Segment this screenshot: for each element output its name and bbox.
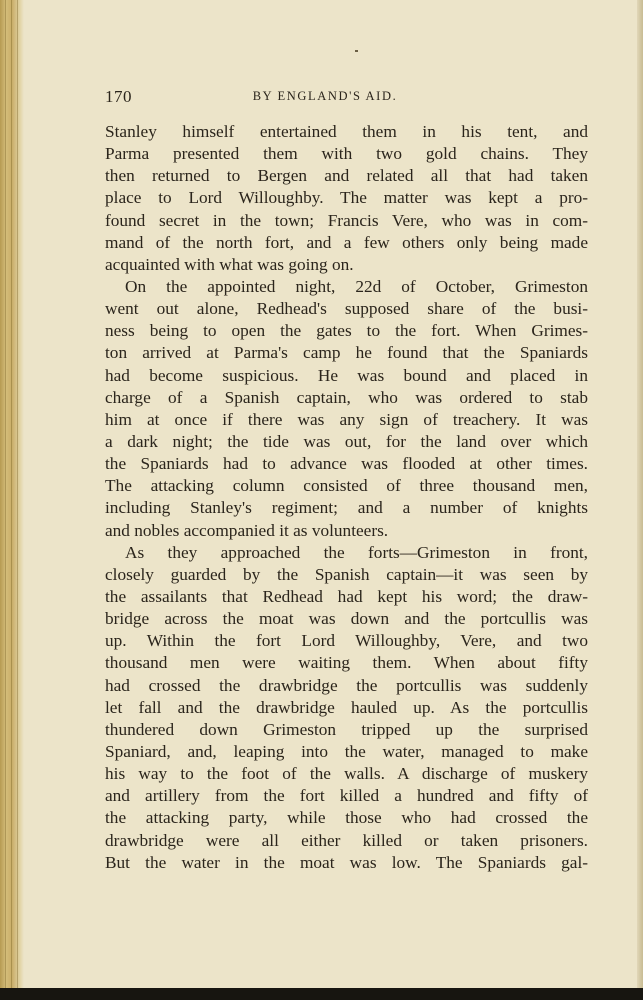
text-line: him at once if there was any sign of treachery. It was [105, 409, 588, 429]
text-line: the attacking party, while those who had crossed the [105, 808, 588, 828]
book-spine-edge [0, 0, 24, 1000]
running-head: BY ENGLAND'S AID. [252, 89, 398, 103]
text-line: and nobles accompanied it as volunteers. [105, 520, 389, 540]
text-line: and artillery from the fort killed a hundred and fifty of [105, 786, 588, 806]
text-line: place to Lord Willoughby. The matter was kept a pro- [105, 188, 588, 208]
text-line: closely guarded by the Spanish captain—it was seen by [105, 564, 588, 584]
ink-speck [355, 50, 358, 52]
text-line: thundered down Grimeston tripped up the surprised [105, 719, 588, 739]
text-line: ness being to open the gates to the fort. When Grimes- [105, 321, 588, 341]
text-line: went out alone, Redhead's supposed share of the busi- [105, 299, 588, 319]
text-line: thousand men were waiting them. When about fifty [105, 653, 588, 673]
text-line: Spaniard, and, leaping into the water, managed to make [105, 741, 588, 761]
text-line: As they approached the forts—Grimeston in front, [125, 542, 588, 562]
body-text [105, 121, 588, 874]
text-line: Parma presented them with two gold chains. They [105, 144, 588, 164]
text-line: then returned to Bergen and related all that had taken [105, 166, 588, 186]
spine-line [5, 0, 6, 1000]
text-line: But the water in the moat was low. The Spaniards gal- [105, 852, 588, 872]
text-line: Stanley himself entertained them in his tent, and [105, 122, 588, 141]
text-line: The attacking column consisted of three thousand men, [105, 476, 588, 496]
text-line: let fall and the drawbridge hauled up. As the portcullis [105, 697, 588, 717]
text-line: acquainted with what was going on. [105, 254, 354, 274]
text-line: the Spaniards had to advance was flooded at other times. [105, 454, 588, 474]
text-line: his way to the foot of the walls. A discharge of muskery [105, 764, 588, 784]
text-line: On the appointed night, 22d of October, Grimeston [125, 276, 588, 296]
text-line: had become suspicious. He was bound and placed in [105, 365, 588, 385]
spine-line [17, 0, 18, 1000]
text-line: ton arrived at Parma's camp he found that the Spaniards [105, 343, 588, 363]
text-line: bridge across the moat was down and the portcullis was [105, 609, 588, 629]
text-line: including Stanley's regiment; and a number of knights [105, 498, 588, 518]
page-bottom-edge [0, 988, 643, 1000]
text-line: up. Within the fort Lord Willoughby, Vere, and two [105, 631, 588, 651]
page-number: 170 [105, 87, 132, 106]
text-line: charge of a Spanish captain, who was ordered to stab [105, 387, 588, 407]
text-line: drawbridge were all either killed or taken prisoners. [105, 830, 588, 850]
text-line: a dark night; the tide was out, for the land over which [105, 431, 588, 451]
page-header [105, 87, 585, 109]
text-line: found secret in the town; Francis Vere, who was in com- [105, 210, 588, 230]
text-line: mand of the north fort, and a few others only being made [105, 232, 588, 252]
text-line: the assailants that Redhead had kept his word; the draw- [105, 586, 588, 606]
page-right-edge [637, 0, 643, 1000]
spine-line [11, 0, 12, 1000]
text-line: had crossed the drawbridge the portcullis was suddenly [105, 675, 588, 695]
